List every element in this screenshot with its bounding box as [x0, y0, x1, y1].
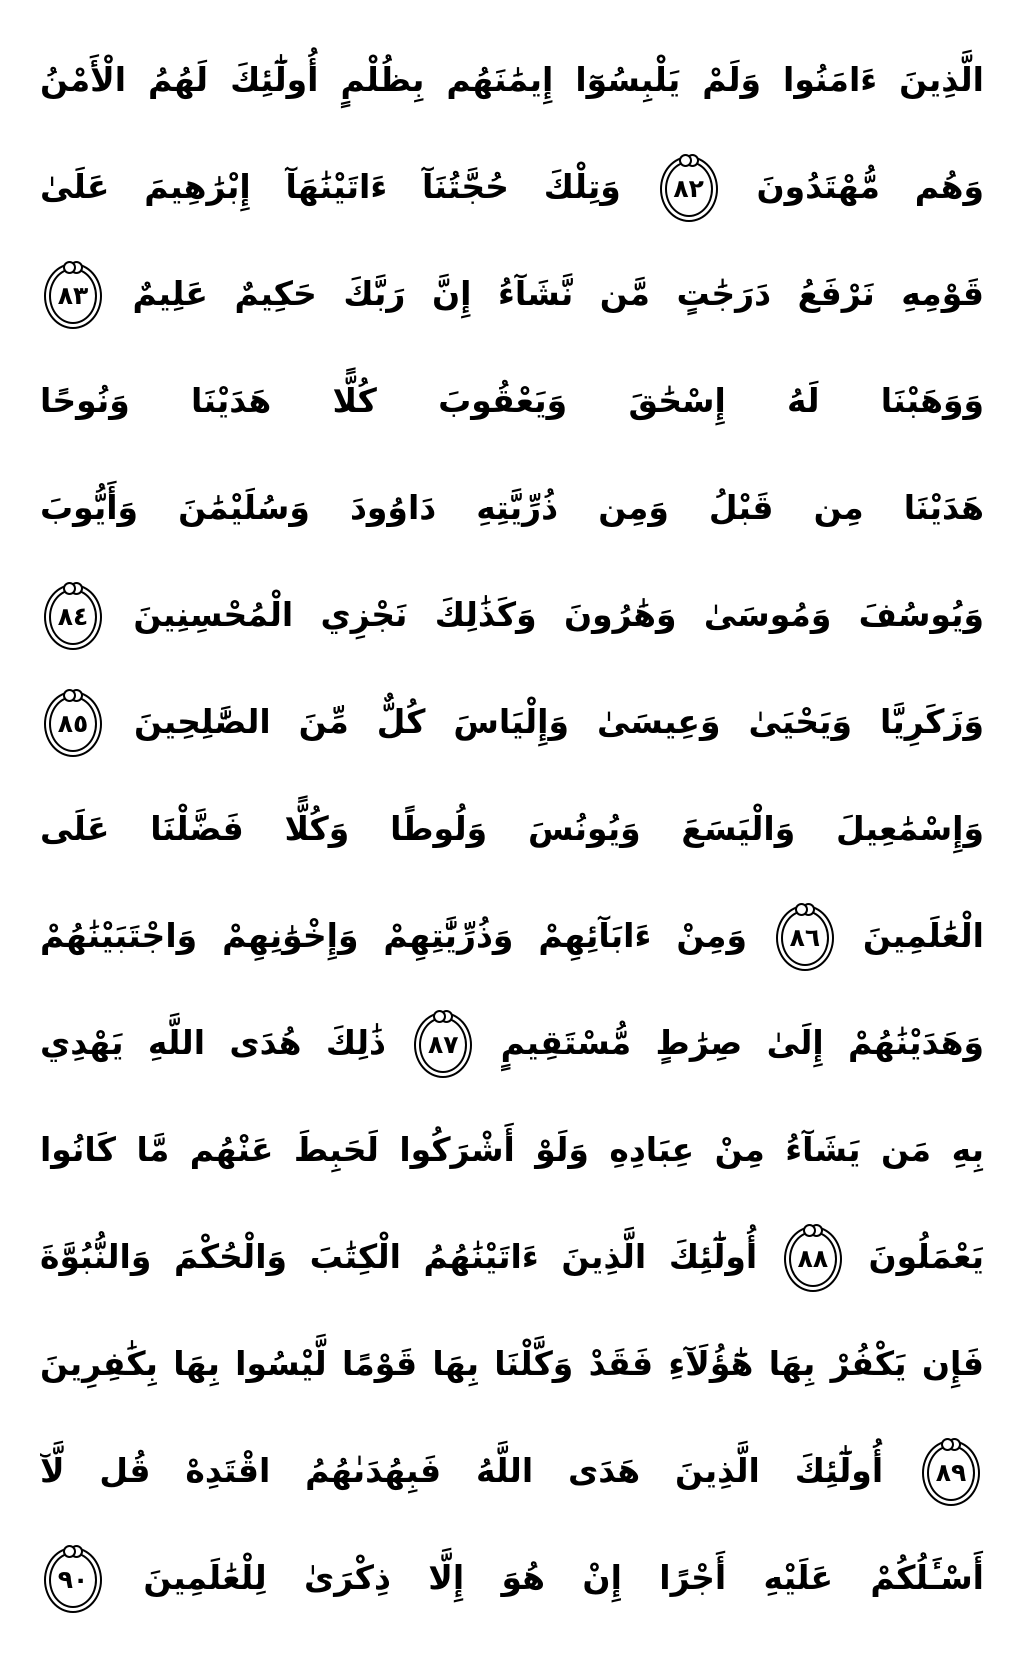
- ayah-text: قَوْمِهِ نَرْفَعُ دَرَجَٰتٍ مَّن نَّشَآءُ إِنَّ رَبَّكَ حَكِيمٌ عَلِيمٌ: [132, 274, 984, 313]
- quran-line: [40, 775, 984, 882]
- ayah-text: الْعَٰلَمِينَ: [862, 916, 984, 955]
- ayah-end-marker: [44, 1547, 102, 1613]
- quran-line: [40, 561, 984, 668]
- quran-line: [40, 1203, 984, 1310]
- ayah-end-marker: [44, 584, 102, 650]
- ayah-end-marker: [660, 156, 718, 222]
- ayah-number: ٨٨: [797, 1244, 829, 1273]
- ayah-number: ٨٧: [428, 1030, 459, 1059]
- ayah-text: يَعْمَلُونَ: [868, 1237, 984, 1276]
- quran-line: [40, 1417, 984, 1524]
- ayah-text: أُولَٰٓئِكَ الَّذِينَ هَدَى اللَّهُ فَبِهُدَىٰهُمُ اقْتَدِهْ قُل لَّآ: [40, 1451, 884, 1490]
- ayah-number: ٨٦: [789, 923, 821, 952]
- ayah-end-marker: [784, 1226, 842, 1292]
- quran-line: [40, 454, 984, 561]
- ayah-text: وَإِسْمَٰعِيلَ وَالْيَسَعَ وَيُونُسَ وَلُوطًا وَكُلًّا فَضَّلْنَا عَلَى: [40, 809, 984, 848]
- ayah-number: ٨٩: [935, 1458, 967, 1487]
- ayah-number: ٨٥: [57, 709, 89, 738]
- ayah-end-marker: [922, 1440, 980, 1506]
- ayah-text: وَهَدَيْنَٰهُمْ إِلَىٰ صِرَٰطٍ مُّسْتَقِيمٍ: [500, 1023, 984, 1062]
- ayah-end-marker: [44, 691, 102, 757]
- ayah-text: فَإِن يَكْفُرْ بِهَا هَٰٓؤُلَآءِ فَقَدْ وَكَّلْنَا بِهَا قَوْمًا لَّيْسُوا بِهَا بِكَٰفِرِينَ: [40, 1344, 984, 1383]
- ayah-text: وَتِلْكَ حُجَّتُنَآ ءَاتَيْنَٰهَآ إِبْرَٰهِيمَ عَلَىٰ: [40, 167, 621, 206]
- quran-line: [40, 1096, 984, 1203]
- quran-line: [40, 989, 984, 1096]
- ayah-text: أُولَٰٓئِكَ الَّذِينَ ءَاتَيْنَٰهُمُ الْكِتَٰبَ وَالْحُكْمَ وَالنُّبُوَّةَ: [40, 1237, 758, 1276]
- ayah-number: ٨٢: [673, 174, 704, 203]
- ayah-end-marker: [414, 1012, 472, 1078]
- ayah-number: ٨٤: [57, 602, 89, 631]
- quran-line: [40, 133, 984, 240]
- ayah-text: أَسْـَٔلُكُمْ عَلَيْهِ أَجْرًا إِنْ هُوَ إِلَّا ذِكْرَىٰ لِلْعَٰلَمِينَ: [143, 1558, 984, 1597]
- ayah-end-marker: [776, 905, 834, 971]
- quran-line: [40, 1524, 984, 1631]
- ayah-text: وَوَهَبْنَا لَهُ إِسْحَٰقَ وَيَعْقُوبَ كُلًّا هَدَيْنَا وَنُوحًا: [40, 381, 984, 420]
- ayah-number: ٩٠: [57, 1565, 89, 1594]
- quran-line: [40, 26, 984, 133]
- ayah-text: وَهُم مُّهْتَدُونَ: [756, 167, 984, 206]
- ayah-number: ٨٣: [57, 281, 89, 310]
- ayah-text: وَمِنْ ءَابَآئِهِمْ وَذُرِّيَّٰتِهِمْ وَإِخْوَٰنِهِمْ وَاجْتَبَيْنَٰهُمْ: [40, 916, 747, 955]
- quran-line: [40, 240, 984, 347]
- quran-text-block: [40, 26, 984, 1631]
- quran-line: [40, 347, 984, 454]
- ayah-text: هَدَيْنَا مِن قَبْلُ وَمِن ذُرِّيَّتِهِ دَاوُودَ وَسُلَيْمَٰنَ وَأَيُّوبَ: [40, 488, 984, 527]
- ayah-text: وَيُوسُفَ وَمُوسَىٰ وَهَٰرُونَ وَكَذَٰلِكَ نَجْزِي الْمُحْسِنِينَ: [133, 595, 984, 634]
- quran-line: [40, 668, 984, 775]
- quran-line: [40, 882, 984, 989]
- ayah-text: ذَٰلِكَ هُدَى اللَّهِ يَهْدِي: [40, 1023, 386, 1062]
- quran-line: [40, 1310, 984, 1417]
- ayah-text: بِهِ مَن يَشَآءُ مِنْ عِبَادِهِ وَلَوْ أَشْرَكُوا لَحَبِطَ عَنْهُم مَّا كَانُوا: [40, 1130, 984, 1169]
- ayah-text: وَزَكَرِيَّا وَيَحْيَىٰ وَعِيسَىٰ وَإِلْيَاسَ كُلٌّ مِّنَ الصَّٰلِحِينَ: [134, 702, 984, 741]
- ayah-end-marker: [44, 263, 102, 329]
- ayah-text: الَّذِينَ ءَامَنُوا وَلَمْ يَلْبِسُوٓا إِيمَٰنَهُم بِظُلْمٍ أُولَٰٓئِكَ لَهُمُ الْأَمْنُ: [40, 60, 984, 99]
